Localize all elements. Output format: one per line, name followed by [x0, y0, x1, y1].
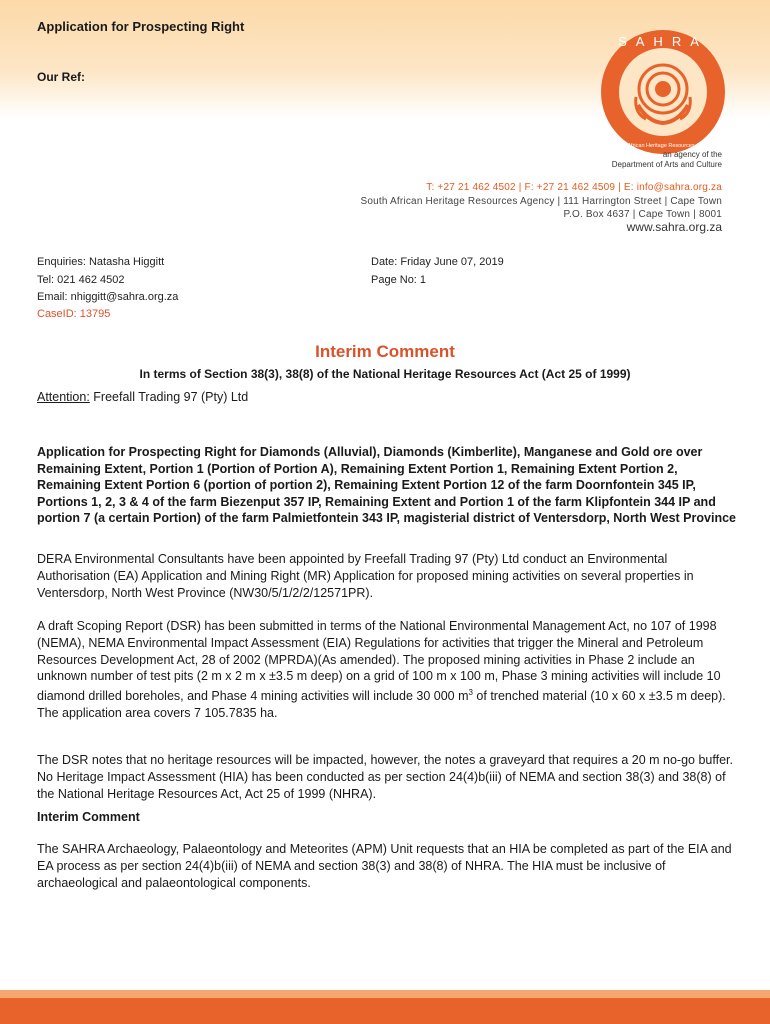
attention-line — [37, 390, 248, 404]
attention-value: Freefall Trading 97 (Pty) Ltd — [89, 390, 249, 404]
enquiries-text: Enquiries: Natasha Higgitt — [37, 256, 165, 268]
footer-band — [0, 998, 770, 1024]
paragraph-apm-request: The SAHRA Archaeology, Palaeontology and Meteorites (APM) Unit requests that an HIA be completed as part of the EIA and EA process as per section 24(4)b(iii) of NEMA and section 38(3) and 38(8) of NHRA. The HIA must be inclusive of archaeological and palaeontological components. — [37, 842, 732, 890]
contact-phone-email: T: +27 21 462 4502 | F: +27 21 462 4509 | E: info@sahra.org.za — [426, 182, 722, 193]
agency-line-1: an agency of the — [662, 150, 722, 159]
logo-ring-text: SAHRA — [618, 34, 708, 49]
paragraph-scoping-report-part2: of trenched material (10 x 60 x ±3.5 m deep). The application area covers 7 105.7835 ha. — [37, 689, 726, 721]
tel-text: Tel: 021 462 4502 — [37, 274, 125, 286]
paragraph-dsr-notes: The DSR notes that no heritage resources will be impacted, however, the notes a graveyard that requires a 20 m no-go buffer. No Heritage Impact Assessment (HIA) has been conducted as per section 24(4)b(iii) of NEMA and section 38(3) and 38(8) of the National Heritage Resources Act, Act 25 of 1999 (NHRA). — [37, 753, 733, 801]
agency-line-2: Department of Arts and Culture — [611, 160, 722, 169]
paragraph-appointment: DERA Environmental Consultants have been appointed by Freefall Trading 97 (Pty) Ltd conduct an Environmental Authorisation (EA) Application and Mining Right (MR) Application for proposed mining activities on several properties in Ventersdorp, North West Province (NW30/5/1/2/2/12571PR). — [37, 552, 694, 600]
cubic-superscript: 3 — [468, 688, 473, 698]
attention-label: Attention: — [37, 390, 90, 404]
email-text: Email: nhiggitt@sahra.org.za — [37, 291, 179, 303]
document-header-title: Application for Prospecting Right — [37, 19, 245, 34]
interim-comment-title: Interim Comment — [315, 342, 455, 361]
sahra-logo — [598, 27, 728, 157]
date-text: Date: Friday June 07, 2019 — [371, 256, 504, 268]
our-ref-label: Our Ref: — [37, 70, 85, 84]
contact-address: South African Heritage Resources Agency | 111 Harrington Street | Cape Town — [360, 196, 722, 207]
page-number: Page No: 1 — [371, 274, 427, 286]
logo-org-text: South African Heritage Resources Agency — [611, 143, 715, 149]
case-id: CaseID: 13795 — [37, 308, 111, 320]
paragraph-scoping-report-part1: A draft Scoping Report (DSR) has been submitted in terms of the National Environmental Management Act, no 107 of 1998 (NEMA), NEMA Environmental Impact Assessment (EIA) Regulations for activities that trigger the Mineral and Petroleum Resources Development Act, 28 of 2002 (MPRDA)(As amended). The proposed mining activities in Phase 2 include an unknown number of test pits (2 m x 2 m x ±3.5 m deep) on a grid of 100 m x 100 m, Phase 3 mining activities will include 10 diamond drilled boreholes, and Phase 4 mining activities will include 30 000 m — [37, 619, 721, 704]
website-link[interactable]: www.sahra.org.za — [626, 220, 722, 234]
contact-po-box: P.O. Box 4637 | Cape Town | 8001 — [563, 209, 722, 220]
interim-comment-heading: Interim Comment — [37, 810, 140, 824]
legal-subtitle: In terms of Section 38(3), 38(8) of the National Heritage Resources Act (Act 25 of 1999) — [139, 367, 631, 381]
paragraph-scoping-report — [37, 618, 737, 722]
project-title: Application for Prospecting Right for Diamonds (Alluvial), Diamonds (Kimberlite), Manganese and Gold ore over Remaining Extent, Portion 1 (Portion of Portion A), Remaining Extent Portion 1, Remaining Extent Portion 2, Remaining Extent Portion 6 (portion of portion 2), Remaining Extent Portion 12 of the farm Doornfontein 345 IP, Portions 1, 2, 3 & 4 of the farm Biezenput 357 IP, Remaining Extent and Portion 1 of the farm Klipfontein 344 IP and portion 7 (a certain Portion) of the farm Palmietfontein 343 IP, magisterial district of Ventersdorp, North West Province — [37, 445, 736, 526]
